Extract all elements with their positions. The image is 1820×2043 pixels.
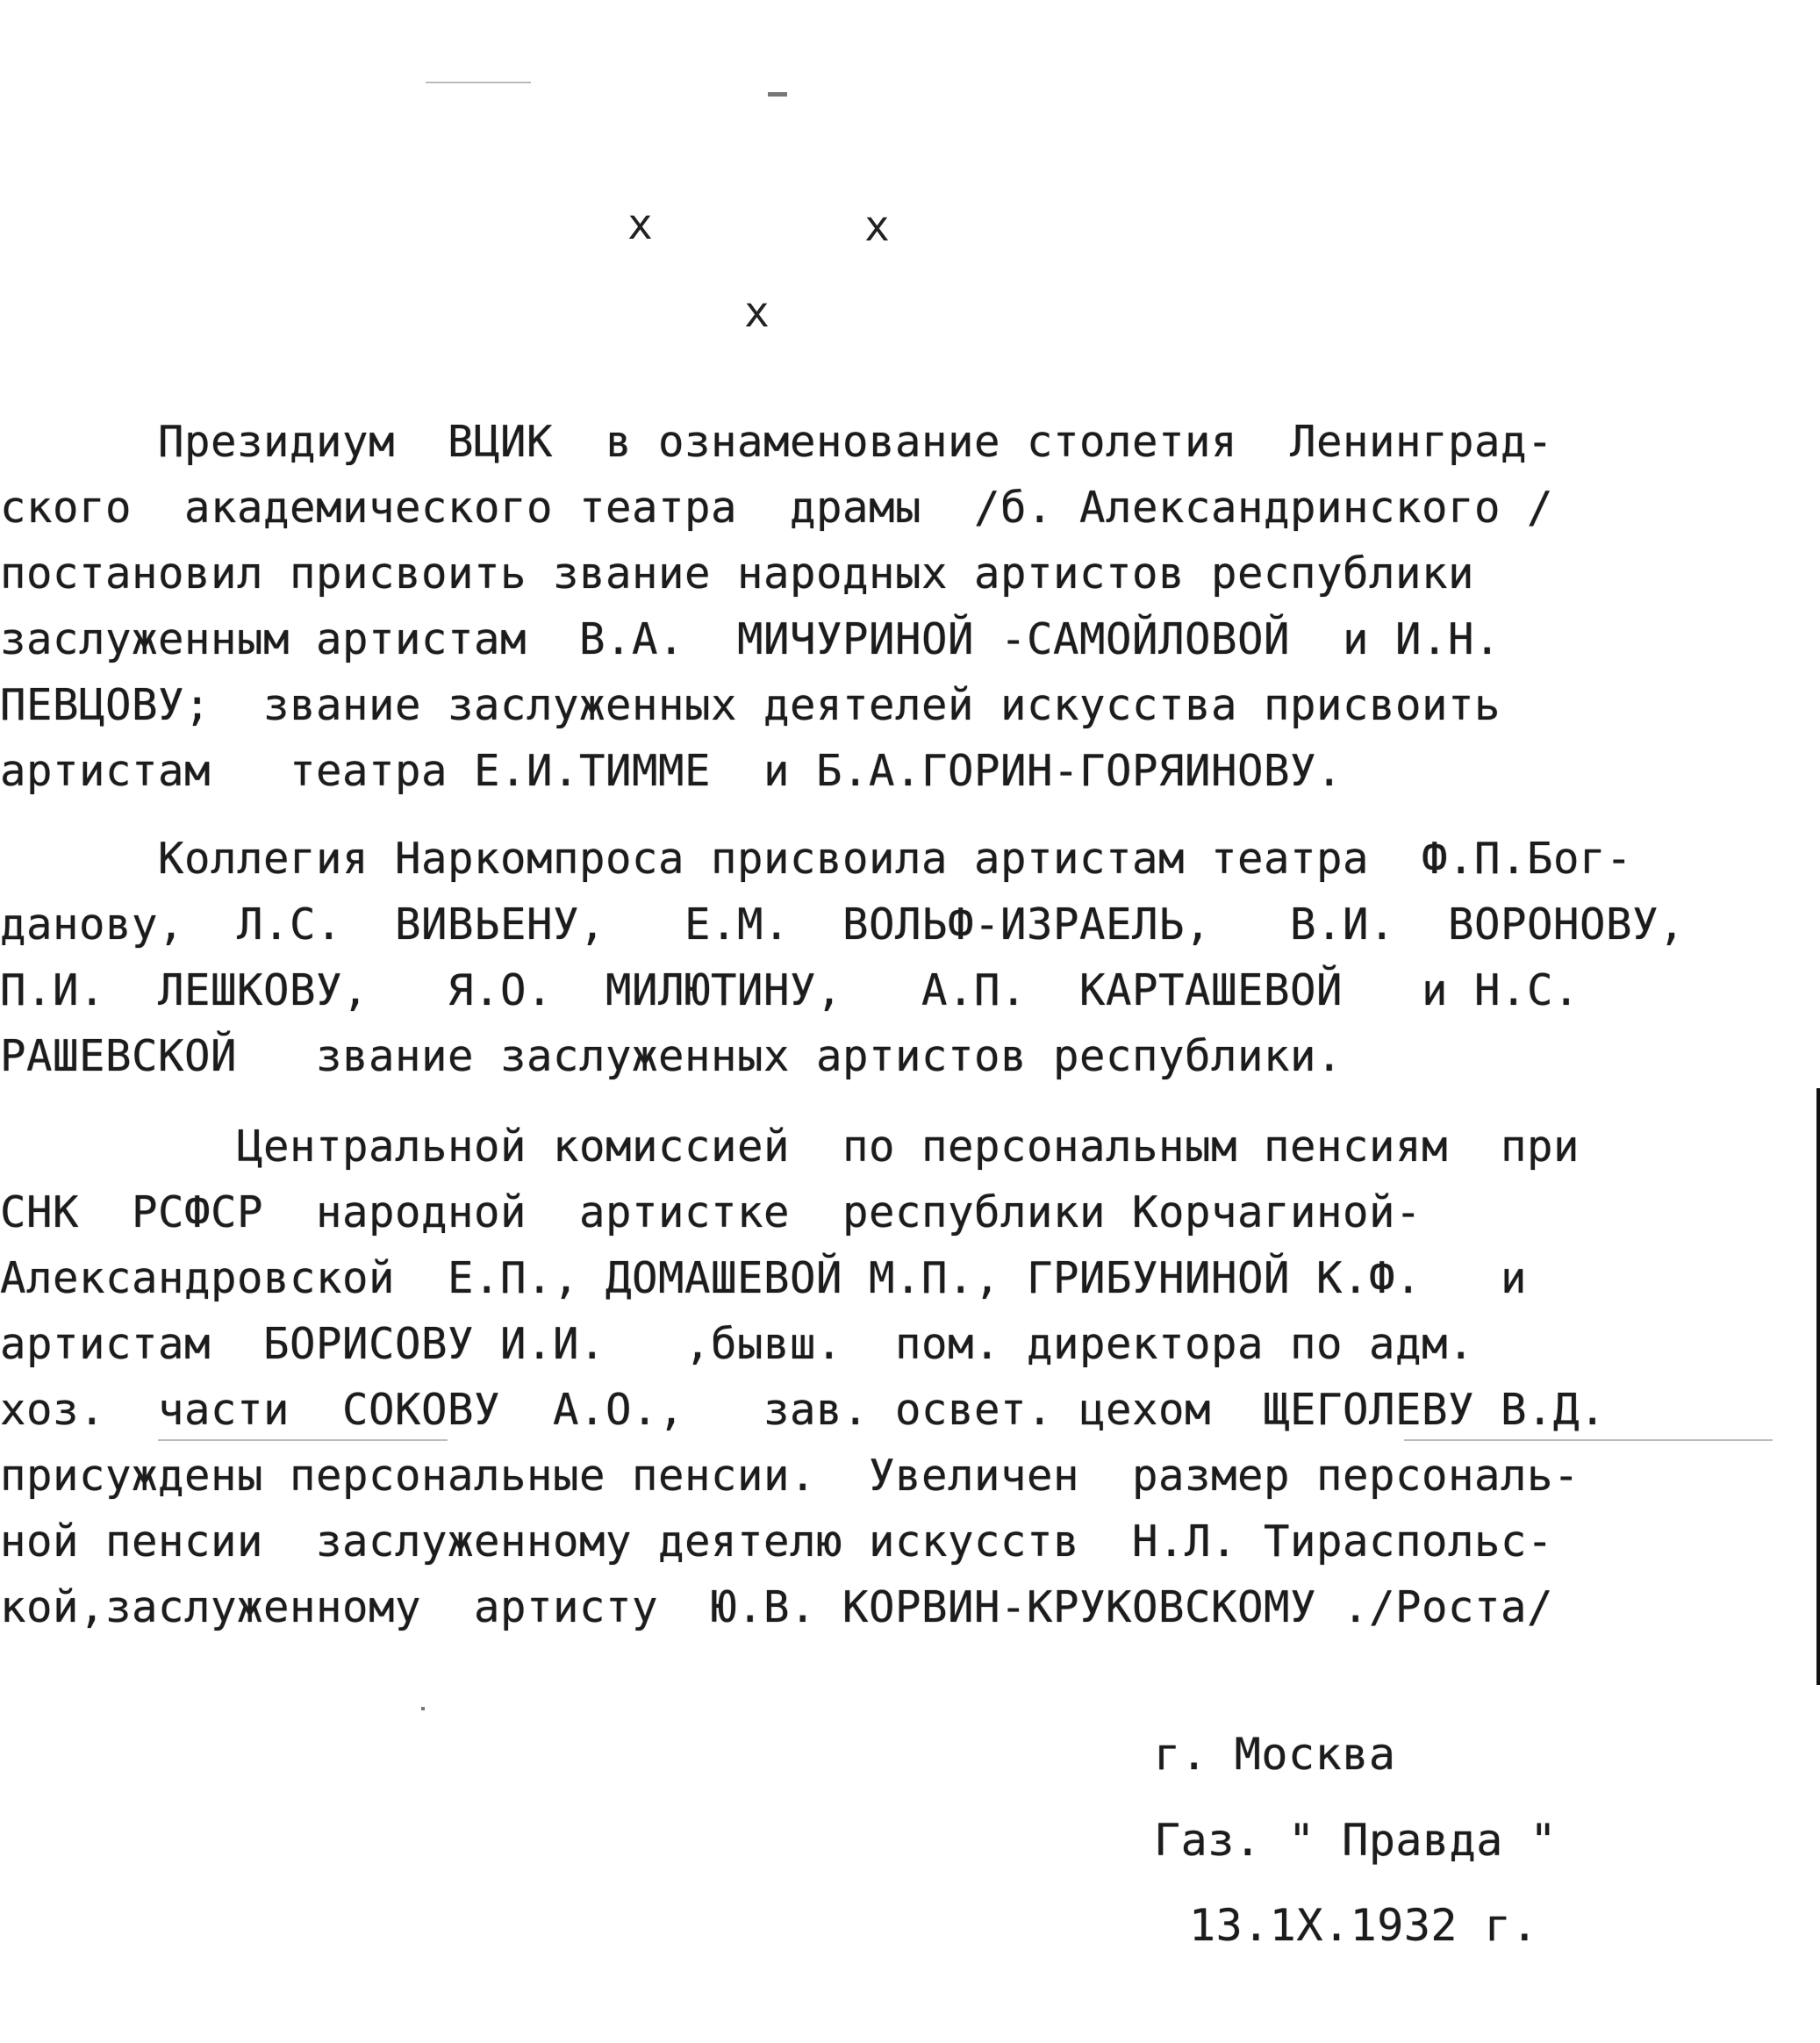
- text-line: артистам БОРИСОВУ И.И. ,бывш. пом. директора по адм.: [0, 1319, 1475, 1369]
- text-line: Президиум ВЦИК в ознаменование столетия Ленинград-: [0, 417, 1554, 467]
- text-line: Центральной комиссией по персональным пенсиям при: [0, 1122, 1580, 1172]
- text-line: артистам театра Е.И.ТИММЕ и Б.А.ГОРИН-ГОРЯИНОВУ.: [0, 746, 1344, 796]
- text-line: П.И. ЛЕШКОВУ, Я.О. МИЛЮТИНУ, А.П. КАРТАШЕВОЙ и Н.С.: [0, 965, 1580, 1015]
- text-line: ПЕВЦОВУ; звание заслуженных деятелей искусства присвоить: [0, 680, 1501, 730]
- separator-mark-right: x: [864, 202, 890, 251]
- separator-mark-left: x: [627, 200, 653, 249]
- separator-mark-center: x: [744, 288, 770, 337]
- text-line: присуждены персональные пенсии. Увеличен размер персональ-: [0, 1451, 1580, 1501]
- text-line: постановил присвоить звание народных артистов республики: [0, 548, 1475, 599]
- text-line: РАШЕВСКОЙ звание заслуженных артистов республики.: [0, 1031, 1344, 1081]
- text-line: Александровской Е.П., ДОМАШЕВОЙ М.П., ГРИБУНИНОЙ К.Ф. и: [0, 1253, 1528, 1303]
- scan-speck: [1404, 1439, 1773, 1441]
- text-line: заслуженным артистам В.А. МИЧУРИНОЙ -САМОЙЛОВОЙ и И.Н.: [0, 614, 1501, 664]
- text-line: ского академического театра драмы /б. Александринского /: [0, 483, 1554, 533]
- scan-speck: [768, 92, 787, 97]
- text-line: кой,заслуженному артисту Ю.В. КОРВИН-КРУКОВСКОМУ ./Роста/: [0, 1582, 1554, 1632]
- scan-edge: [1816, 1088, 1820, 1685]
- text-line: ной пенсии заслуженному деятелю искусств Н.Л. Тираспольс-: [0, 1516, 1554, 1566]
- text-line: хоз. части СОКОВУ А.О., зав. освет. цехом ЩЕГОЛЕВУ В.Д.: [0, 1385, 1607, 1435]
- text-line: данову, Л.С. ВИВЬЕНУ, Е.М. ВОЛЬФ-ИЗРАЕЛЬ, В.И. ВОРОНОВУ,: [0, 900, 1686, 950]
- source-date: 13.1Х.1932 г.: [1189, 1900, 1538, 1951]
- scan-speck: [426, 82, 531, 83]
- source-newspaper: Газ. " Правда ": [1154, 1815, 1558, 1866]
- source-city: г. Москва: [1154, 1729, 1396, 1780]
- scan-speck: [421, 1707, 425, 1710]
- scan-speck: [158, 1439, 448, 1441]
- text-line: Коллегия Наркомпроса присвоила артистам театра Ф.П.Бог-: [0, 834, 1633, 884]
- text-line: СНК РСФСР народной артистке республики Корчагиной-: [0, 1187, 1422, 1237]
